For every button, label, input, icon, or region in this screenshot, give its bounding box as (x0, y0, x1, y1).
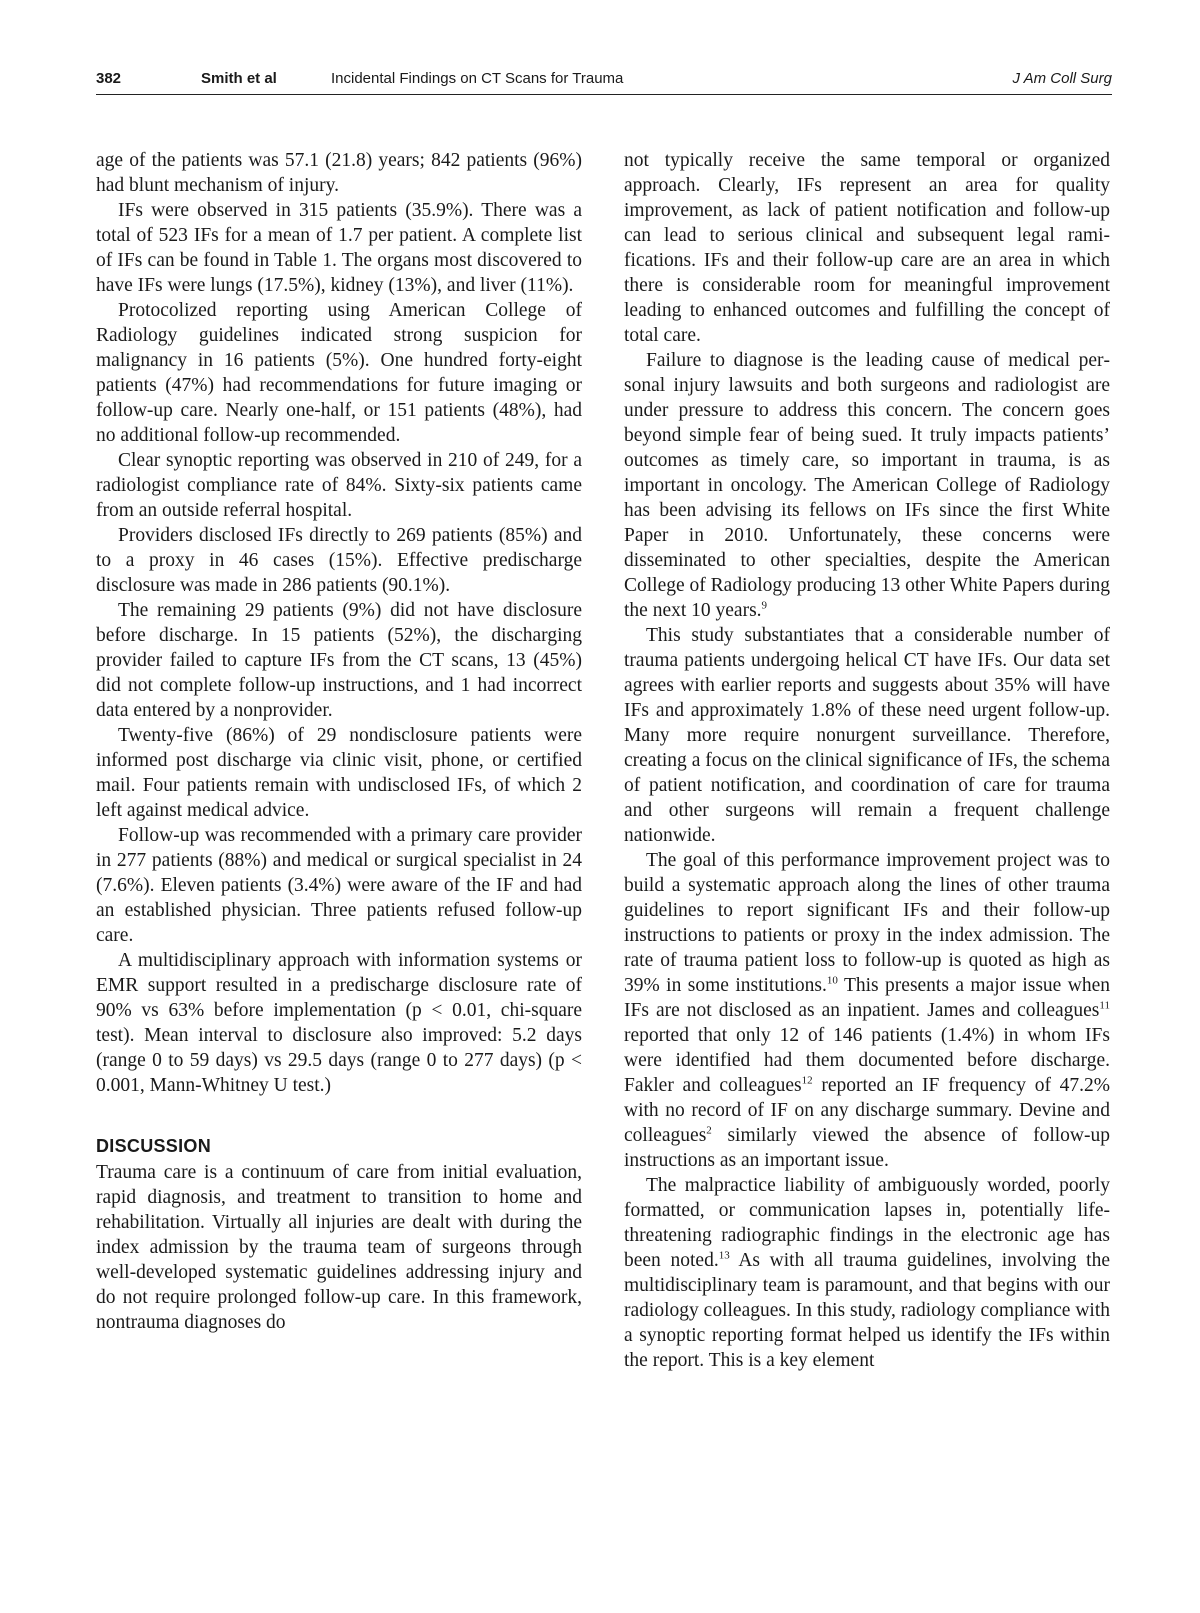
paragraph-text: This presents a major issue when IFs are not disclosed as an inpatient. James and colleagues (624, 975, 1110, 1021)
paragraph: IFs were observed in 315 patients (35.9%). There was a total of 523 IFs for a mean of 1.7 per patient. A complete list of IFs can be found in Table 1. The organs most discovered to have IFs were lungs (17.5%), kidney (13%), and liver (11%). (96, 200, 582, 296)
paragraph: Follow-up was recommended with a primary care provider in 277 patients (88%) and medical or surgical specialist in 24 (7.6%). Eleven patients (3.4%) were aware of the IF and had an established physician. Three patients refused follow-up care. (96, 825, 582, 946)
citation-ref: 12 (801, 1074, 813, 1087)
header-running-title: Incidental Findings on CT Scans for Trauma (331, 70, 624, 87)
header-authors: Smith et al (201, 70, 277, 87)
paragraph: not typically receive the same temporal or organized approach. Clearly, IFs represent an area for quality improvement, as lack of patient notification and follow-up can lead to serious clinical and subsequent legal ramifications. IFs and their follow-up care are an area in which there is considerable room for meaningful improvement leading to enhanced outcomes and fulfilling the concept of total care. (624, 150, 1110, 346)
paragraph: age of the patients was 57.1 (21.8) years; 842 patients (96%) had blunt mechanism of injury. (96, 150, 582, 196)
citation-ref: 9 (761, 599, 768, 612)
running-header (96, 64, 1112, 95)
paragraph: Protocolized reporting using American College of Radiology guidelines indicated strong suspicion for malignancy in 16 patients (5%). One hundred forty-eight patients (47%) had recommendations for future imaging or follow-up care. Nearly one-half, or 151 patients (48%), had no additional follow-up recommended. (96, 300, 582, 446)
paragraph-text: The malpractice liability of ambiguously worded, poorly formatted, or communication lapses in, potentially life-threatening radiographic findings in the electronic age has been noted. (624, 1175, 1110, 1271)
paragraph-text: The goal of this performance improvement project was to build a systematic approach along the lines of other trauma guidelines to report significant IFs and their follow-up instructions to patients or proxy in the index admission. The rate of trauma patient loss to follow-up is quoted as high as 39% in some institutions. (624, 850, 1110, 996)
paragraph-text: As with all trauma guidelines, involving the multidisciplinary team is paramount, and that begins with our radiology colleagues. In this study, radiology compliance with a synoptic reporting format helped us identify the IFs within the report. This is a key element (624, 1250, 1110, 1371)
paragraph: Clear synoptic reporting was observed in 210 of 249, for a radiologist compliance rate of 84%. Sixty-six patients came from an outside referral hospital. (96, 450, 582, 521)
paragraph: This study substantiates that a considerable number of trauma patients undergoing helical CT have IFs. Our data set agrees with earlier reports and suggests about 35% will have IFs and approximately 1.8% of these need urgent follow-up. Many more require nonurgent surveillance. Therefore, creating a focus on the clinical significance of IFs, the schema of patient notification, and coordination of care for trauma and other surgeons will remain a frequent challenge nationwide. (624, 625, 1110, 846)
right-column (624, 148, 1110, 1373)
paragraph: A multidisciplinary approach with information systems or EMR support resulted in a predischarge disclosure rate of 90% vs 63% before implementation (p < 0.01, chi-square test). Mean interval to disclosure also improved: 5.2 days (range 0 to 59 days) vs 29.5 days (range 0 to 277 days) (p < 0.001, Mann-Whitney U test.) (96, 950, 582, 1096)
paragraph: Trauma care is a continuum of care from initial evaluation, rapid diagnosis, and treatment to transition to home and rehabilitation. Virtually all injuries are dealt with during the index admission by the trauma team of surgeons through well-developed systematic guidelines addressing injury and do not require prolonged follow-up care. In this framework, nontrauma diagnoses do (96, 1162, 582, 1333)
citation-ref: 2 (706, 1124, 712, 1137)
paragraph: Providers disclosed IFs directly to 269 patients (85%) and to a proxy in 46 cases (15%). Effective predischarge disclosure was made in 286 patients (90.1%). (96, 525, 582, 596)
paragraph (624, 348, 1110, 623)
paragraph: The remaining 29 patients (9%) did not have disclosure before discharge. In 15 patients (52%), the discharging provider failed to capture IFs from the CT scans, 13 (45%) did not complete follow-up instructions, and 1 had incorrect data entered by a nonprovider. (96, 600, 582, 721)
paragraph-text: reported that only 12 of 146 patients (1.4%) in whom IFs were identified had them documented before discharge. Fakler and colleagues (624, 1025, 1110, 1096)
citation-ref: 13 (718, 1249, 730, 1262)
paragraph-text: Failure to diagnose is the leading cause of medical personal injury lawsuits and both surgeons and radiologist are under pressure to address this concern. The concern goes beyond simple fear of being sued. It truly impacts patients’ outcomes as timely care, so important in trauma, is as important in oncology. The American College of Radiology has been advising its fellows on IFs since the first White Paper in 2010. Unfortunately, these concerns were disseminated to other specialties, despite the American College of Radiology producing 13 other White Papers during the next 10 years. (624, 350, 1110, 621)
paragraph (624, 1173, 1110, 1373)
header-journal: J Am Coll Surg (1012, 70, 1112, 87)
page-number: 382 (96, 70, 122, 87)
citation-ref: 10 (826, 974, 838, 987)
citation-ref: 11 (1099, 999, 1110, 1012)
paragraph (624, 848, 1110, 1173)
section-heading-discussion: DISCUSSION (96, 1136, 212, 1156)
paragraph-text: reported an IF frequency of 47.2% with no record of IF on any discharge summary. Devine and colleagues (624, 1075, 1111, 1146)
paragraph-text: similarly viewed the absence of follow-up instructions as an important issue. (624, 1125, 1110, 1171)
left-column (96, 148, 582, 1335)
paragraph: Twenty-five (86%) of 29 nondisclosure patients were informed post discharge via clinic visit, phone, or certified mail. Four patients remain with undisclosed IFs, of which 2 left against medical advice. (96, 725, 582, 821)
